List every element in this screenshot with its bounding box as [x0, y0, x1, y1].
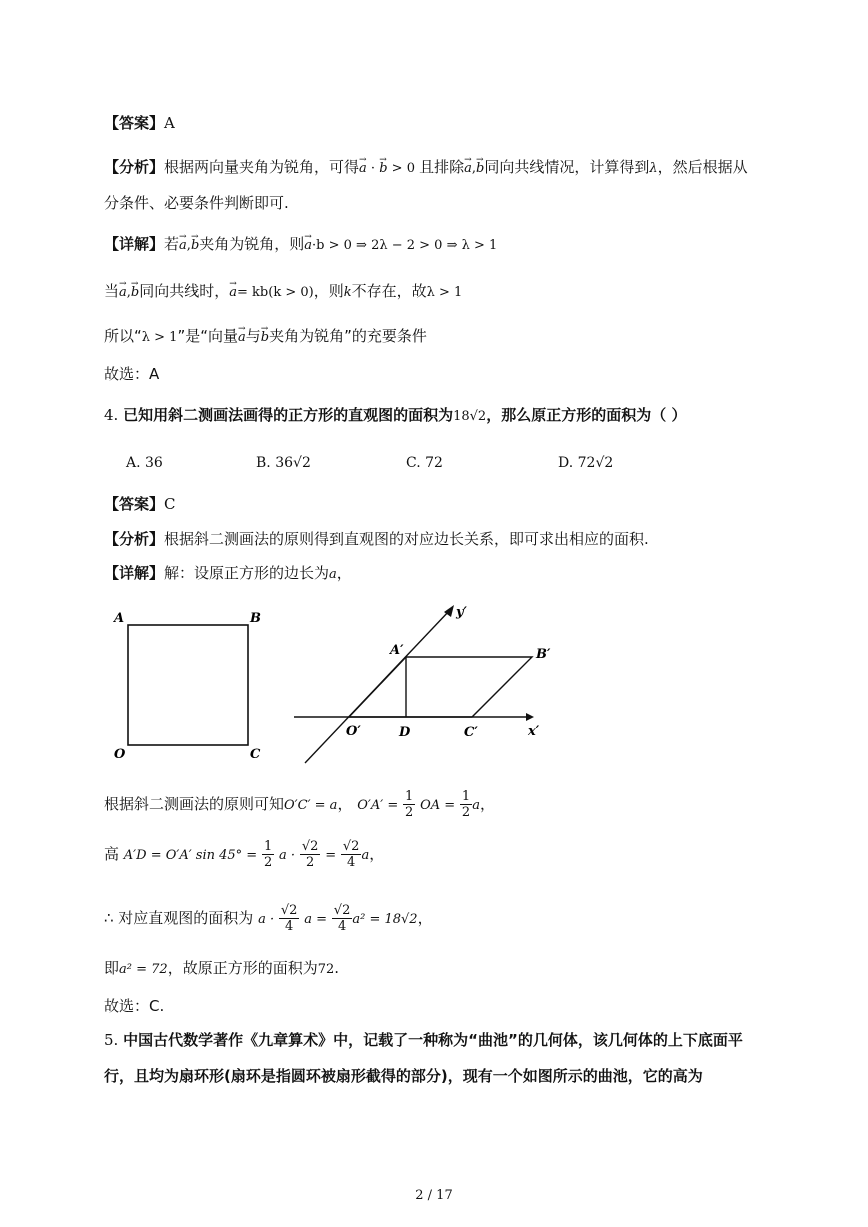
formula: a =	[304, 912, 328, 927]
denominator: 4	[337, 919, 347, 934]
option-label: A.	[126, 455, 141, 471]
formula: a² = 72	[119, 962, 168, 977]
option-value: 72√2	[577, 455, 614, 471]
q3-conclusion: 所以“λ > 1”是“向量→ a与→ b夹角为锐角”的充要条件	[104, 326, 427, 348]
text: ”是“向量	[177, 327, 238, 345]
fraction-half	[403, 789, 415, 820]
numerator: 1	[263, 839, 273, 854]
label-c: C	[250, 747, 261, 762]
stem-text: ，那么原正方形的面积为（ ）	[486, 406, 687, 424]
numerator: √2	[301, 839, 319, 854]
text: 夹角为锐角”的充要条件	[269, 327, 427, 345]
label-o-prime: O′	[346, 724, 361, 739]
q4-choice: 故选：C.	[104, 997, 165, 1015]
q4-answer	[104, 494, 176, 514]
analysis-text: 根据斜二测画法的原则得到直观图的对应边长关系，即可求出相应的面积.	[164, 530, 649, 548]
q4-then	[104, 958, 339, 980]
numerator: 1	[461, 789, 471, 804]
label-b: B	[250, 611, 261, 626]
label-a: A	[114, 611, 125, 626]
stem-text: 已知用斜二测画法画得的正方形的直观图的面积为	[123, 406, 454, 424]
answer-tag: 【答案】	[104, 495, 165, 513]
collinear-formula: = kb(k > 0)	[237, 285, 314, 300]
text: 与	[245, 327, 261, 345]
formula: OA =	[420, 798, 456, 813]
stem-text: 中国古代数学著作《九章算术》中，记载了一种称为“曲池”的几何体，该几何体的上下底面平	[123, 1031, 743, 1049]
q5-stem-line1	[104, 1030, 743, 1050]
text: 不存在，故	[351, 282, 427, 300]
text: ，	[417, 909, 433, 927]
text: 当	[104, 282, 120, 300]
denominator: 2	[263, 855, 273, 870]
analysis-text: 同向共线情况，计算得到	[484, 158, 650, 176]
geometry-figure	[100, 598, 560, 768]
question-number: 4.	[104, 406, 119, 424]
option-value: 36	[145, 455, 163, 471]
formula: a ·	[258, 912, 275, 927]
answer-tag: 【答案】	[104, 114, 165, 132]
label-c-prime: C′	[464, 725, 478, 740]
q4-stem	[104, 405, 686, 427]
label-b-prime: B′	[536, 647, 551, 662]
formula: 72	[317, 962, 335, 977]
fraction-half	[262, 839, 274, 870]
page-number: 2 / 17	[415, 1188, 453, 1203]
text: ，	[479, 795, 495, 813]
analysis-text: ，然后根据从	[657, 158, 748, 176]
q5-stem-line2: 行，且均为扇环形(扇环是指圆环被扇形截得的部分)，现有一个如图所示的曲池，它的高为	[104, 1067, 703, 1085]
label-x: x′	[528, 724, 540, 739]
detail-text: ，	[336, 564, 352, 582]
x-axis-arrow-icon	[526, 713, 534, 721]
text: 同向共线时，	[139, 282, 230, 300]
formula: a² = 18√2	[352, 912, 418, 927]
original-square	[128, 625, 248, 745]
question-number: 5.	[104, 1031, 119, 1049]
formula: O′C′ = a	[284, 798, 338, 813]
fraction-root2-over-4	[332, 903, 353, 934]
formula: a ·	[279, 848, 296, 863]
text: 所以“	[104, 327, 142, 345]
option-label: C.	[406, 455, 421, 471]
text: ，则	[313, 282, 344, 300]
option-d[interactable]	[558, 455, 613, 471]
text: ，故原正方形的面积为	[167, 959, 318, 977]
detail-text: 若	[164, 235, 180, 253]
detail-formula: ·b > 0 ⇒ 2λ − 2 > 0 ⇒ λ > 1	[312, 238, 498, 253]
label-d: D	[399, 725, 411, 740]
q3-choice: 故选：A	[104, 365, 160, 383]
text: 即	[104, 959, 120, 977]
stem-value: 18√2	[453, 409, 487, 424]
option-a[interactable]	[126, 455, 163, 471]
option-label: D.	[558, 455, 574, 471]
answer-value: C	[164, 495, 176, 513]
q4-analysis	[104, 529, 649, 549]
text: 高	[104, 845, 120, 863]
analysis-text: 且排除	[419, 158, 465, 176]
fraction-root2-over-4	[341, 839, 362, 870]
q4-height: 高 A′D = O′A′ sin 45° = $\frac{1}{2}$ a · $\frac{√2}{2}$ = $\frac{√2}{4}$ a，	[104, 839, 385, 870]
option-b[interactable]	[256, 455, 311, 471]
numerator: √2	[280, 903, 298, 918]
detail-tag: 【详解】	[104, 564, 165, 582]
q3-detail: 【详解】若→ a,→ b夹角为锐角，则→ a·b > 0 ⇒ 2λ − 2 > 0 ⇒ λ > 1	[104, 234, 497, 256]
detail-tag: 【详解】	[104, 235, 165, 253]
formula: λ > 1	[426, 285, 463, 300]
denominator: 2	[305, 855, 315, 870]
detail-text: 夹角为锐角，则	[199, 235, 305, 253]
variable: a	[329, 567, 337, 582]
formula: a	[361, 848, 370, 863]
formula: A′D = O′A′ sin 45° =	[123, 848, 258, 863]
q3-analysis: 【分析】根据两向量夹角为锐角，可得→ a · → b > 0 且排除→ a,→ b同向共线情况，计算得到λ，然后根据从	[104, 157, 748, 179]
label-y: y′	[456, 605, 467, 620]
analysis-text: 根据两向量夹角为锐角，可得	[164, 158, 360, 176]
answer-value: A	[164, 114, 175, 132]
text: ∴ 对应直观图的面积为	[104, 909, 254, 927]
numerator: √2	[342, 839, 360, 854]
option-value: 36√2	[275, 455, 311, 471]
q4-area	[104, 898, 433, 938]
text: 根据斜二测画法的原则可知	[104, 795, 285, 813]
q4-detail	[104, 563, 352, 585]
formula: O′A′ =	[357, 798, 399, 813]
denominator: 2	[405, 805, 414, 820]
label-a-prime: A′	[390, 643, 404, 658]
denominator: 2	[461, 805, 471, 820]
denominator: 4	[347, 855, 356, 870]
analysis-tag: 【分析】	[104, 530, 165, 548]
vector-a: → a	[359, 159, 367, 179]
option-c[interactable]	[406, 455, 443, 471]
analysis-tag: 【分析】	[104, 158, 165, 176]
text: ，	[369, 845, 385, 863]
numerator: √2	[333, 903, 351, 918]
text: ，	[337, 795, 353, 813]
detail-text: 解：设原正方形的边长为	[164, 564, 330, 582]
fraction-root2-over-4	[279, 903, 300, 934]
option-label: B.	[256, 455, 271, 471]
vector-b: → b	[379, 159, 387, 179]
q3-collinear: 当→ a,→ b同向共线时，→ a= kb(k > 0)，则k不存在，故λ > 1	[104, 281, 462, 303]
q3-analysis-line2: 分条件、必要条件判断即可.	[104, 194, 289, 212]
formula: λ > 1	[141, 330, 178, 345]
text: .	[334, 959, 340, 977]
formula: a	[472, 798, 480, 813]
q4-rule	[104, 784, 495, 824]
fraction-root2-over-2	[300, 839, 321, 870]
q3-answer	[104, 113, 175, 133]
denominator: 4	[285, 919, 294, 934]
fraction-half	[460, 789, 472, 820]
label-o: O	[114, 747, 126, 762]
numerator: 1	[405, 789, 414, 804]
option-value: 72	[425, 455, 443, 471]
